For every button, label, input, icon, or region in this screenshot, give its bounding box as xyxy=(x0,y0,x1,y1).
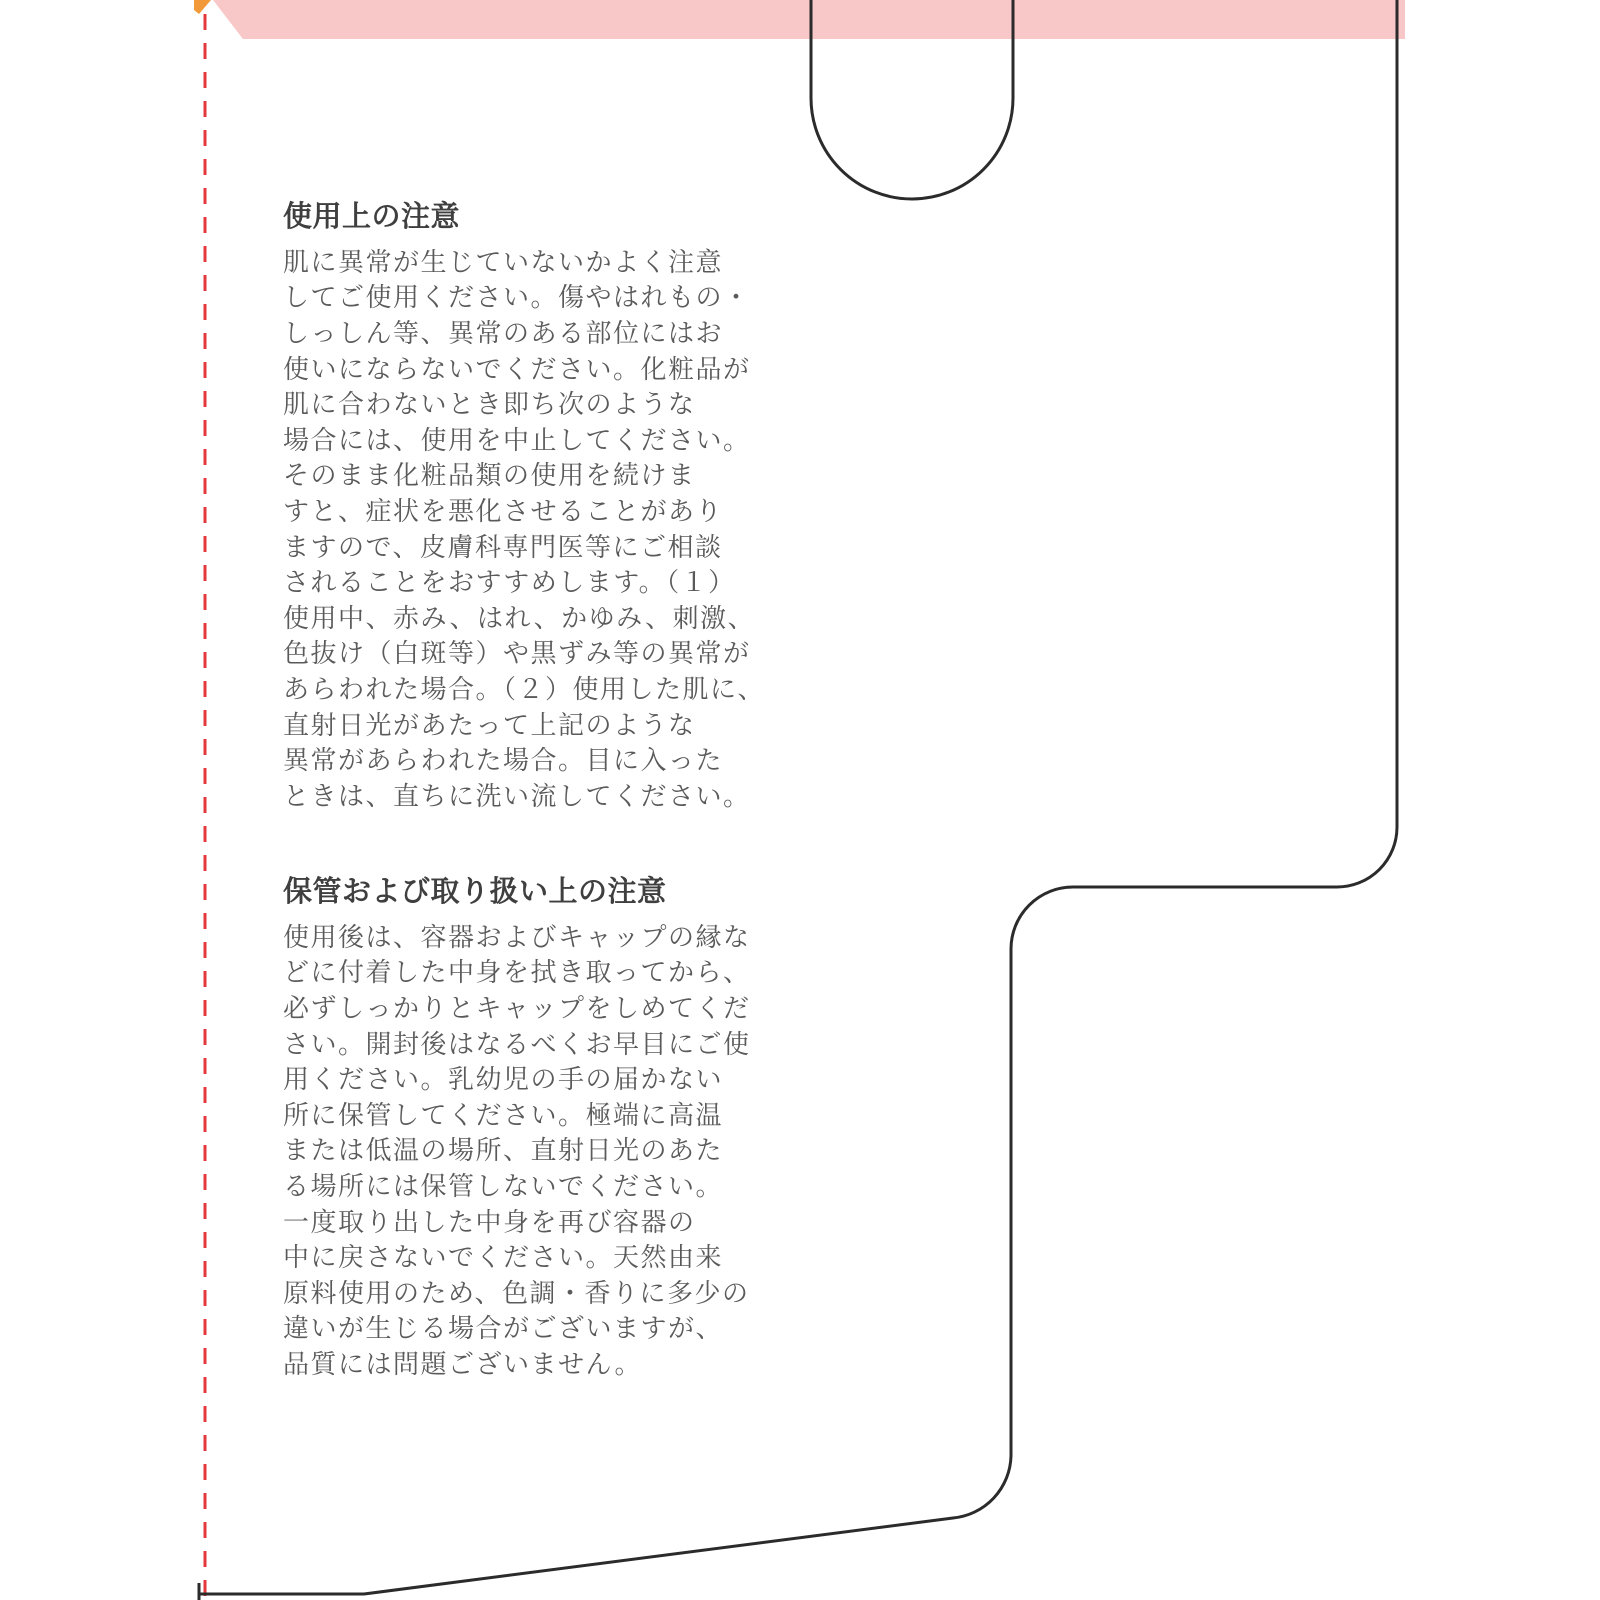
body-line: ますので、皮膚科専門医等にご相談 xyxy=(283,532,723,563)
body-line: 使用後は、容器およびキャップの縁な xyxy=(283,922,751,953)
body-line: 一度取り出した中身を再び容器の xyxy=(283,1207,696,1238)
body-line: 品質には問題ございません。 xyxy=(283,1349,643,1380)
body-line: 所に保管してください。極端に高温 xyxy=(283,1100,724,1131)
body-line: 中に戻さないでください。天然由来 xyxy=(283,1243,724,1274)
body-line: すと、症状を悪化させることがあり xyxy=(283,496,724,527)
storage-handling-title: 保管および取り扱い上の注意 xyxy=(283,874,667,908)
corner-orange-accent xyxy=(194,0,211,14)
body-line: る場所には保管しないでください。 xyxy=(283,1171,724,1202)
usage-precautions-title: 使用上の注意 xyxy=(283,199,461,233)
top-pink-band xyxy=(213,0,1405,39)
body-line: あらわれた場合。（２）使用した肌に、 xyxy=(283,674,766,705)
body-line: しっしん等、異常のある部位にはお xyxy=(283,318,724,349)
body-line: 直射日光があたって上記のような xyxy=(283,710,696,741)
usage-precautions-body xyxy=(283,246,766,816)
body-line: されることをおすすめします。（１） xyxy=(283,568,736,599)
body-line: してご使用ください。傷やはれもの・ xyxy=(283,283,751,314)
body-line: 違いが生じる場合がございますが、 xyxy=(283,1314,724,1345)
body-line: 使用中、赤み、はれ、かゆみ、刺激、 xyxy=(283,603,756,634)
body-line: どに付着した中身を拭き取ってから、 xyxy=(283,958,751,989)
body-line: 原料使用のため、色調・香りに多少の xyxy=(283,1278,750,1309)
body-line: 用ください。乳幼児の手の届かない xyxy=(283,1065,724,1096)
body-line: または低温の場所、直射日光のあた xyxy=(283,1136,724,1167)
usage-precautions-section xyxy=(283,199,766,815)
body-line: 肌に合わないとき即ち次のような xyxy=(283,390,696,421)
body-line: 場合には、使用を中止してください。 xyxy=(283,425,751,456)
body-line: ときは、直ちに洗い流してください。 xyxy=(283,781,751,812)
body-line: さい。開封後はなるべくお早目にご使 xyxy=(283,1029,751,1060)
body-line: 異常があらわれた場合。目に入った xyxy=(283,746,724,777)
body-line: 必ずしっかりとキャップをしめてくだ xyxy=(283,993,751,1024)
storage-handling-body xyxy=(283,921,751,1384)
body-line: 肌に異常が生じていないかよく注意 xyxy=(283,247,724,278)
body-line: そのまま化粧品類の使用を続けま xyxy=(283,461,696,492)
storage-handling-section xyxy=(283,874,751,1384)
body-line: 色抜け（白斑等）や黒ずみ等の異常が xyxy=(283,639,751,670)
body-line: 使いにならないでください。化粧品が xyxy=(283,354,751,385)
